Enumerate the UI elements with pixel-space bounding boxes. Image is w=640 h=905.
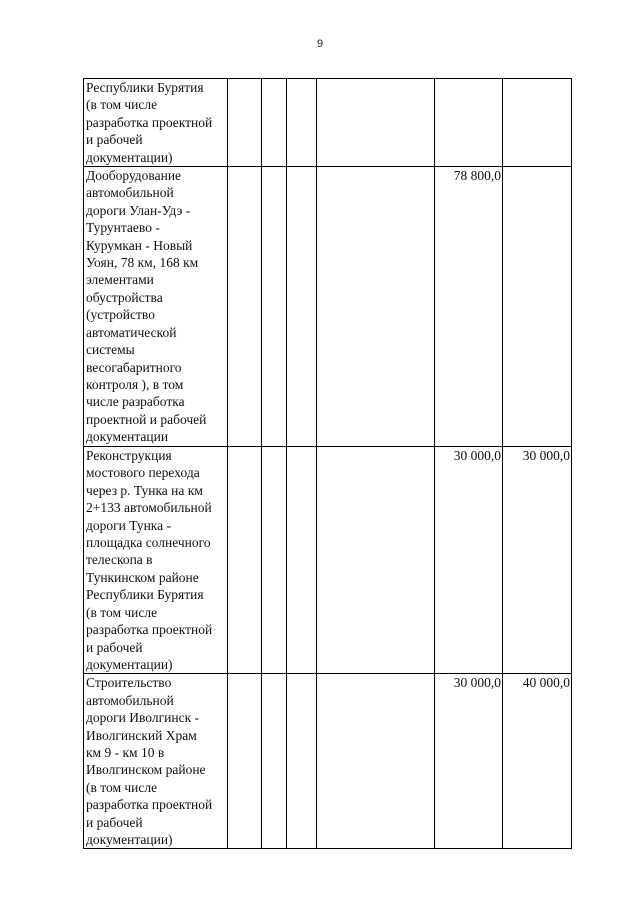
- empty-cell: [287, 447, 317, 674]
- table-row: [84, 79, 572, 167]
- empty-cell: [287, 674, 317, 849]
- empty-cell: [317, 447, 435, 674]
- value-cell: [503, 167, 572, 447]
- empty-cell: [228, 447, 262, 674]
- empty-cell: [262, 674, 287, 849]
- empty-cell: [228, 79, 262, 167]
- empty-cell: [287, 79, 317, 167]
- value-cell: 40 000,0: [503, 674, 572, 849]
- empty-cell: [262, 79, 287, 167]
- empty-cell: [262, 167, 287, 447]
- empty-cell: [317, 79, 435, 167]
- empty-cell: [317, 674, 435, 849]
- value-cell: 78 800,0: [435, 167, 503, 447]
- empty-cell: [317, 167, 435, 447]
- table-row: [84, 167, 572, 447]
- row-description: Дооборудование автомобильной дороги Улан-Удэ - Турунтаево - Курумкан - Новый Уоян, 78 км, 168 км элементами обустройства (устройство автоматической системы весогабаритного контроля ), в том числе разработка проектной и рабочей документации: [84, 167, 228, 447]
- value-cell: 30 000,0: [435, 674, 503, 849]
- budget-table: [83, 78, 572, 849]
- empty-cell: [262, 447, 287, 674]
- table-row: [84, 447, 572, 674]
- row-description: Строительство автомобильной дороги Иволгинск - Иволгинский Храм км 9 - км 10 в Иволгинском районе (в том числе разработка проектной и рабочей документации): [84, 674, 228, 849]
- empty-cell: [228, 674, 262, 849]
- table-row: [84, 674, 572, 849]
- empty-cell: [287, 167, 317, 447]
- value-cell: [503, 79, 572, 167]
- page-number: 9: [316, 38, 324, 50]
- row-description: Республики Бурятия (в том числе разработка проектной и рабочей документации): [84, 79, 228, 167]
- row-description: Реконструкция мостового перехода через р. Тунка на км 2+133 автомобильной дороги Тунка - площадка солнечного телескопа в Тункинском районе Республики Бурятия (в том числе разработка проектной и рабочей документации): [84, 447, 228, 674]
- value-cell: 30 000,0: [503, 447, 572, 674]
- value-cell: 30 000,0: [435, 447, 503, 674]
- value-cell: [435, 79, 503, 167]
- empty-cell: [228, 167, 262, 447]
